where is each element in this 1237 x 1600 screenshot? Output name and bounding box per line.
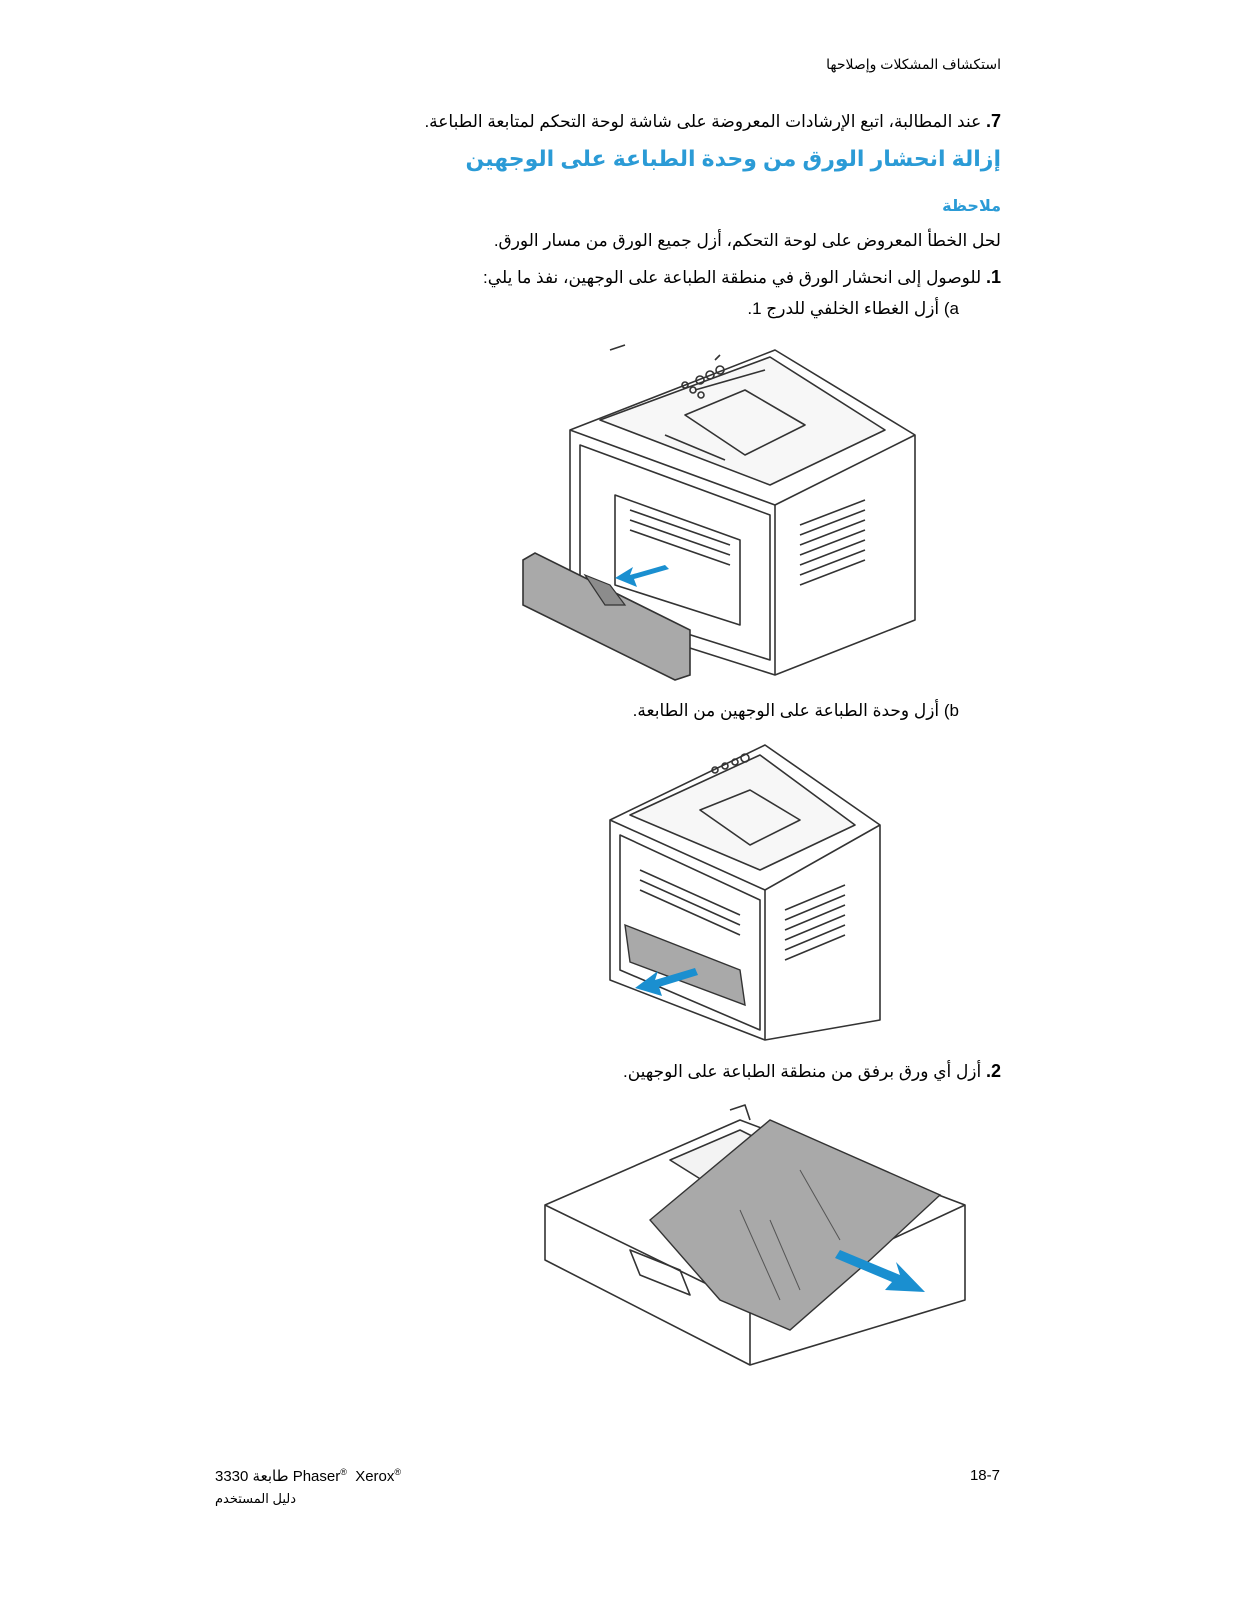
substep-b: b) أزل وحدة الطباعة على الوجهين من الطابعة. bbox=[632, 701, 959, 720]
step-text: عند المطالبة، اتبع الإرشادات المعروضة على شاشة لوحة التحكم لمتابعة الطباعة. bbox=[424, 112, 982, 131]
step-text: أزل أي ورق برفق من منطقة الطباعة على الوجهين. bbox=[622, 1062, 982, 1081]
note-label: ملاحظة bbox=[942, 198, 1001, 215]
section-heading: إزالة انحشار الورق من وحدة الطباعة على الوجهين bbox=[465, 146, 1001, 171]
step-7 bbox=[424, 110, 1001, 133]
footer-brand: Xerox bbox=[355, 1468, 395, 1485]
step-2 bbox=[623, 1060, 1001, 1083]
footer-product-name: Phaser bbox=[292, 1468, 341, 1485]
note-text: لحل الخطأ المعروض على لوحة التحكم، أزل جميع الورق من مسار الورق. bbox=[493, 231, 1001, 250]
printer-rear-cover-figure bbox=[515, 335, 935, 685]
substep-a: a) أزل الغطاء الخلفي للدرج 1. bbox=[747, 299, 959, 318]
step-1 bbox=[483, 266, 1001, 289]
footer-model: طابعة 3330 bbox=[215, 1468, 289, 1485]
page-header: استكشاف المشكلات وإصلاحها bbox=[826, 56, 1001, 72]
duplex-unit-removal-figure bbox=[600, 730, 900, 1050]
step-text: للوصول إلى انحشار الورق في منطقة الطباعة على الوجهين، نفذ ما يلي: bbox=[483, 268, 982, 287]
duplex-tray-jam-figure bbox=[540, 1100, 970, 1370]
step-number: 2. bbox=[985, 1061, 1001, 1081]
step-number: 1. bbox=[985, 267, 1001, 287]
page-number: 18-7 bbox=[969, 1467, 1000, 1484]
footer-product: طابعة 3330 Phaser® Xerox® bbox=[215, 1467, 402, 1485]
step-number: 7. bbox=[985, 111, 1001, 131]
footer-guide: دليل المستخدم bbox=[215, 1491, 297, 1506]
